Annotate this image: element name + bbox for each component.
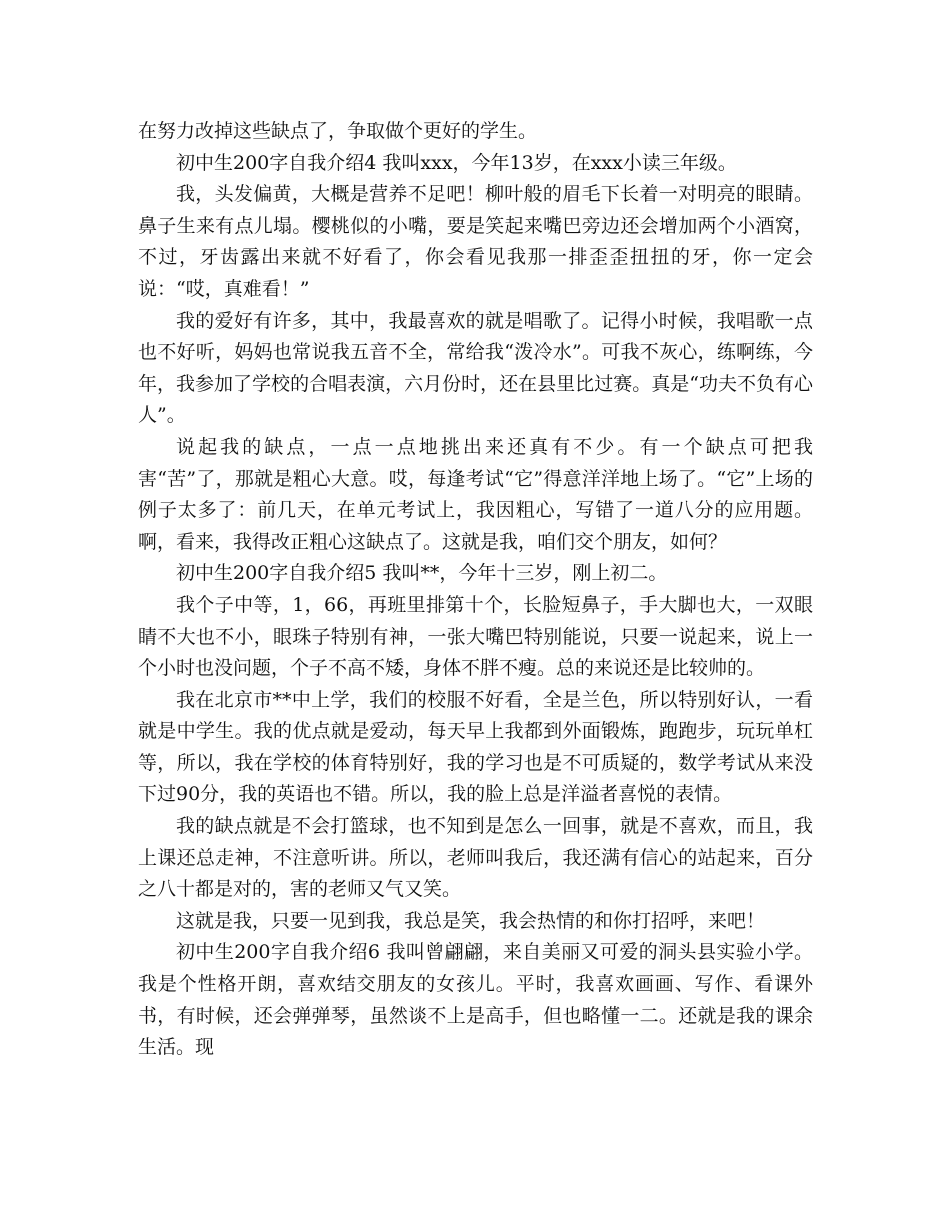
document-body [138,116,813,1064]
paragraph: 我的爱好有许多，其中，我最喜欢的就是唱歌了。记得小时候，我唱歌一点也不好听，妈妈也常说我五音不全，常给我“泼冷水”。可我不灰心，练啊练，今年，我参加了学校的合唱表演，六月份时，还在县里比过赛。真是“功夫不负有心人”。 [138,309,813,427]
paragraph: 我的缺点就是不会打篮球，也不知到是怎么一回事，就是不喜欢，而且，我上课还总走神，不注意听讲。所以，老师叫我后，我还满有信心的站起来，百分之八十都是对的，害的老师又气又笑。 [138,815,813,901]
paragraph-intro-5-heading: 初中生200字自我介绍5 我叫**，今年十三岁，刚上初二。 [176,562,668,585]
paragraph: 我在北京市**中上学，我们的校服不好看，全是兰色，所以特别好认，一看就是中学生。我的优点就是爱动，每天早上我都到外面锻炼，跑跑步，玩玩单杠等，所以，我在学校的体育特别好，我的学习也是不可质疑的，数学考试从来没下过90分，我的英语也不错。所以，我的脸上总是洋溢者喜悦的表情。 [138,688,813,806]
paragraph: 我，头发偏黄，大概是营养不足吧！柳叶般的眉毛下长着一对明亮的眼睛。鼻子生来有点儿塌。樱桃似的小嘴，要是笑起来嘴巴旁边还会增加两个小酒窝，不过，牙齿露出来就不好看了，你会看见我那一排歪歪扭扭的牙，你一定会说：“哎，真难看！” [138,183,813,300]
paragraph-intro-6-heading: 初中生200字自我介绍6 我叫曾翩翩，来自美丽又可爱的洞头县实验小学。我是个性格开朗，喜欢结交朋友的女孩儿。平时，我喜欢画画、写作、看课外书，有时候，还会弹弹琴，虽然谈不上是高手，但也略懂一二。还就是我的课余生活。现 [138,941,813,1059]
paragraph: 这就是我，只要一见到我，我总是笑，我会热情的和你打招呼，来吧！ [176,909,766,932]
paragraph: 说起我的缺点，一点一点地挑出来还真有不少。有一个缺点可把我害“苦”了，那就是粗心大意。哎，每逢考试“它”得意洋洋地上场了。“它”上场的例子太多了：前几天，在单元考试上，我因粗心，写错了一道八分的应用题。啊，看来，我得改正粗心这缺点了。这就是我，咱们交个朋友，如何？ [138,435,813,553]
paragraph-intro-4-heading: 初中生200字自我介绍4 我叫xxx，今年13岁，在xxx小读三年级。 [176,151,737,174]
paragraph: 我个子中等，1，66，再班里排第十个，长脸短鼻子，手大脚也大，一双眼睛不大也不小，眼珠子特别有神，一张大嘴巴特别能说，只要一说起来，说上一个小时也没问题，个子不高不矮，身体不胖不瘦。总的来说还是比较帅的。 [138,593,813,680]
paragraph-continuation: 在努力改掉这些缺点了，争取做个更好的学生。 [138,120,538,142]
